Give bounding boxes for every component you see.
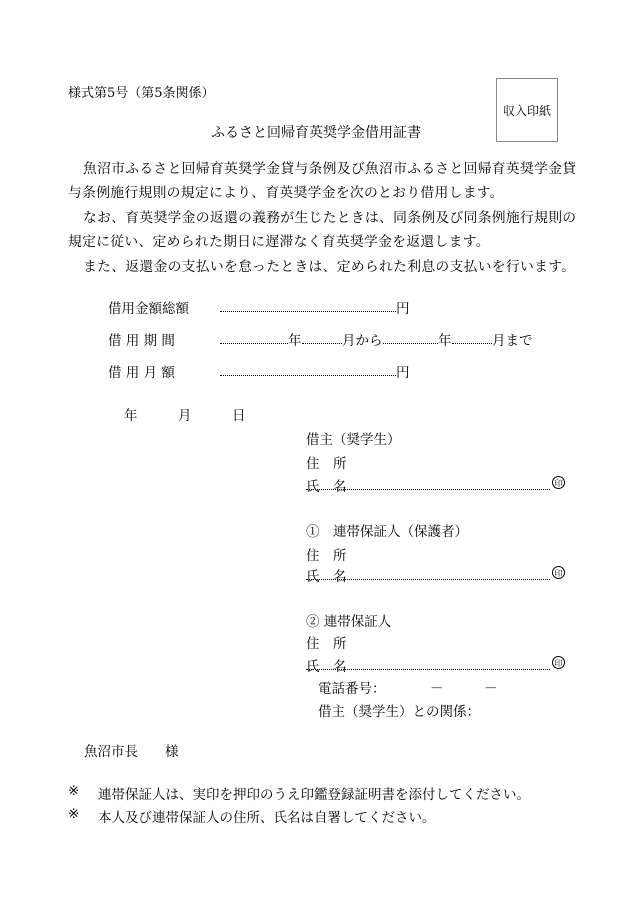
loan-period-label: 借 用 期 間 xyxy=(108,333,175,349)
note-1-text: 連帯保証人は、実印を押印のうえ印鑑登録証明書を添付してください。 xyxy=(98,787,530,803)
loan-monthly-label: 借 用 月 額 xyxy=(108,365,175,381)
loan-total-yen: 円 xyxy=(396,301,410,317)
date-day-label: 日 xyxy=(232,408,246,424)
form-number: 様式第5号（第5条関係） xyxy=(68,86,215,101)
paragraph-1-line-1: 魚沼市ふるさと回帰育英奨学金貸与条例及び魚沼市ふるさと回帰育英奨学金貸 xyxy=(83,161,577,177)
borrower-name-field[interactable] xyxy=(306,489,550,490)
period-end-year-label: 年 xyxy=(438,333,452,349)
borrower-name-label: 氏 名 xyxy=(306,479,347,495)
guarantor1-name-field[interactable] xyxy=(306,579,550,580)
mayor-addressee: 魚沼市長 xyxy=(84,744,138,760)
guarantor2-address-label: 住 所 xyxy=(306,636,347,652)
date-month-label: 月 xyxy=(178,408,192,424)
borrower-address-label: 住 所 xyxy=(306,456,347,472)
guarantor1-address-label: 住 所 xyxy=(306,548,347,564)
borrower-seal-mark: 印 xyxy=(552,476,565,489)
guarantor2-name-label: 氏 名 xyxy=(306,659,347,675)
phone-dash-1: － xyxy=(430,681,444,697)
paragraph-1-line-2: 与条例施行規則の規定により、育英奨学金を次のとおり借用します。 xyxy=(68,185,504,201)
date-year-label: 年 xyxy=(124,408,138,424)
guarantor2-seal-mark: 印 xyxy=(552,656,565,669)
relation-label: 借主（奨学生）との関係： xyxy=(318,704,480,720)
note-1-mark: ※ xyxy=(68,783,80,799)
period-end-month-label: 月まで xyxy=(492,333,533,349)
loan-monthly-yen: 円 xyxy=(396,365,410,381)
loan-total-label: 借用金額総額 xyxy=(108,301,189,317)
paragraph-2-line-1: なお、育英奨学金の返還の義務が生じたときは、同条例及び同条例施行規則の xyxy=(83,210,577,226)
mayor-honorific: 様 xyxy=(165,744,179,760)
paragraph-3-line-1: また、返還金の支払いを怠ったときは、定められた利息の支払いを行います。 xyxy=(83,259,576,275)
paragraph-2-line-2: 規定に従い、定められた期日に遅滞なく育英奨学金を返還します。 xyxy=(68,234,490,250)
period-start-month-label: 月から xyxy=(342,333,383,349)
loan-monthly-field[interactable] xyxy=(220,375,396,376)
period-start-year-field[interactable] xyxy=(220,343,288,344)
guarantor2-name-field[interactable] xyxy=(306,669,550,670)
revenue-stamp-label: 収入印紙 xyxy=(502,103,551,118)
phone-label: 電話番号： xyxy=(318,681,386,697)
document-title: ふるさと回帰育英奨学金借用証書 xyxy=(211,125,421,141)
phone-dash-2: － xyxy=(484,681,498,697)
guarantor1-seal-mark: 印 xyxy=(552,566,565,579)
revenue-stamp-box xyxy=(496,78,558,142)
period-start-month-field[interactable] xyxy=(302,343,342,344)
period-end-month-field[interactable] xyxy=(452,343,492,344)
guarantor1-name-label: 氏 名 xyxy=(306,569,347,585)
period-end-year-field[interactable] xyxy=(383,343,438,344)
note-2-mark: ※ xyxy=(68,806,80,822)
guarantor2-heading: ② 連帯保証人 xyxy=(306,614,392,630)
borrower-heading: 借主（奨学生） xyxy=(306,432,401,448)
note-2-text: 本人及び連帯保証人の住所、氏名は自署してください。 xyxy=(98,810,436,826)
loan-total-field[interactable] xyxy=(220,311,396,312)
period-start-year-label: 年 xyxy=(288,333,302,349)
guarantor1-heading: ① 連帯保証人（保護者） xyxy=(306,524,468,540)
